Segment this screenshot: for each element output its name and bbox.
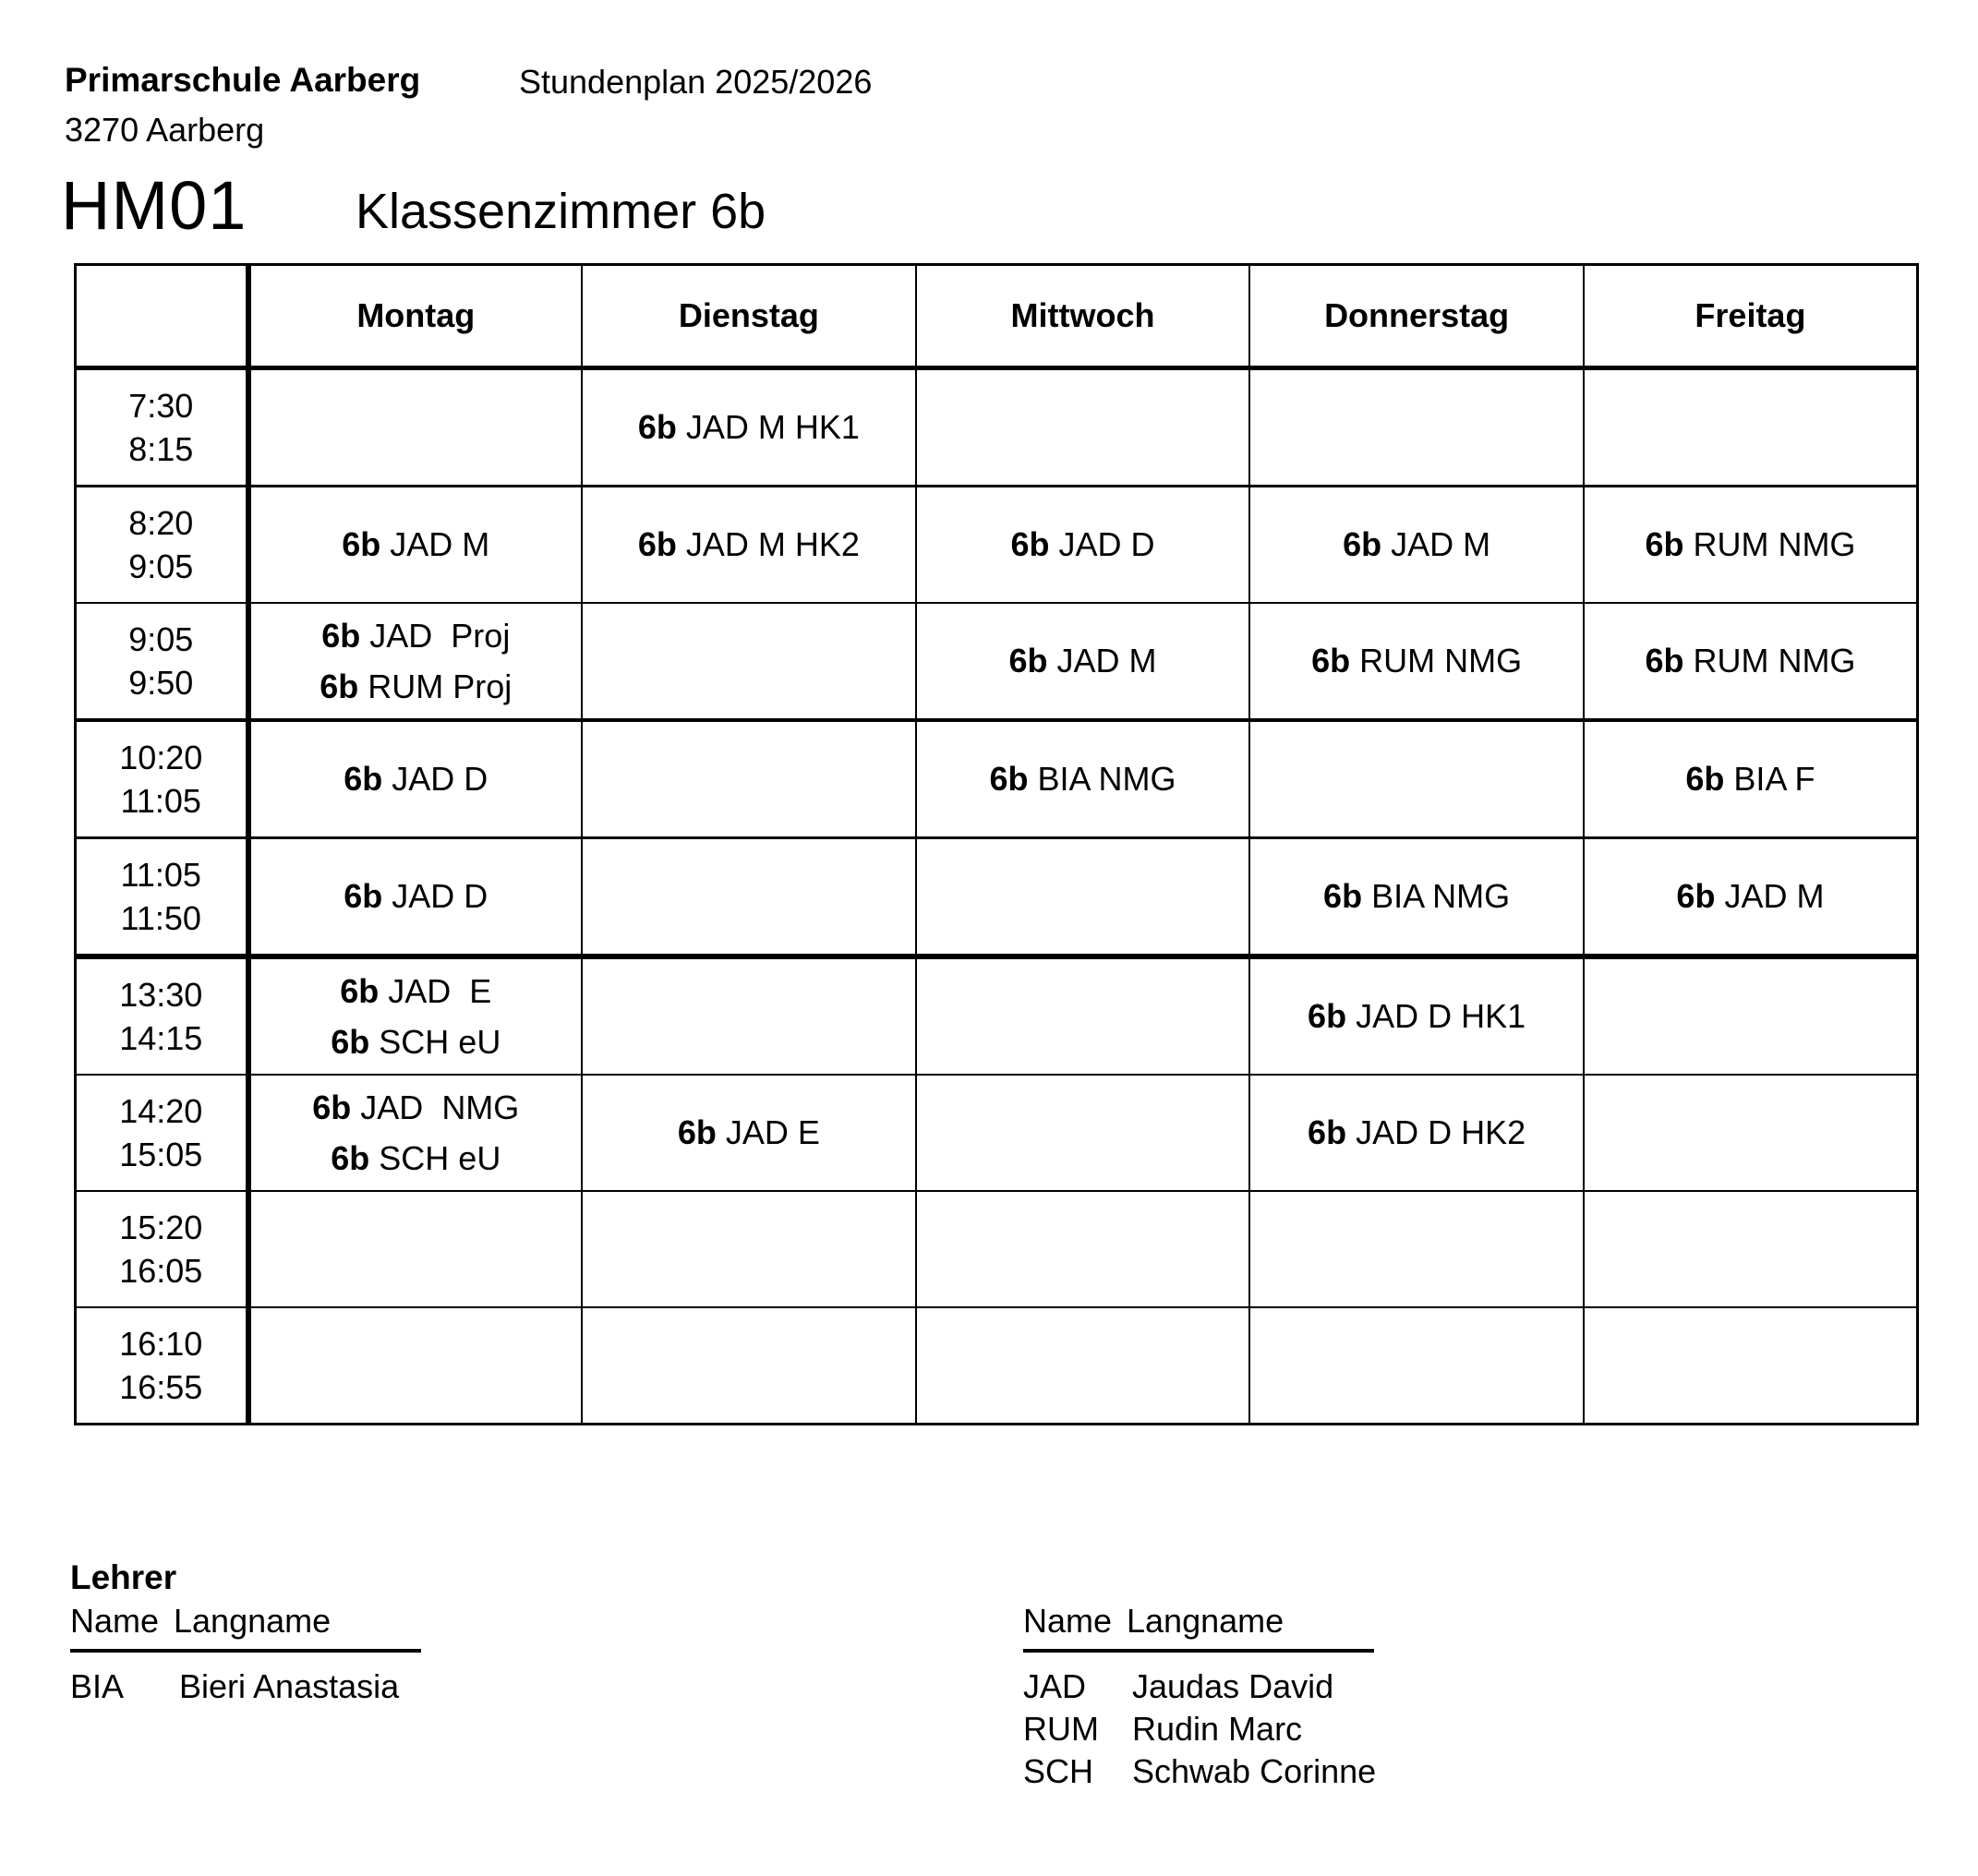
time-end: 16:55 xyxy=(119,1368,203,1406)
lesson-teacher-subject: RUM NMG xyxy=(1683,525,1856,563)
legend-header-langname: Langname xyxy=(1127,1602,1284,1640)
cell-content xyxy=(251,1076,582,1190)
time-start: 10:20 xyxy=(119,739,203,776)
teacher-row-bia xyxy=(70,1666,421,1708)
cell-dienstag-1330 xyxy=(582,956,916,1075)
cell-montag-1420 xyxy=(248,1075,583,1191)
time-slot-820 xyxy=(76,487,248,604)
cell-content xyxy=(583,370,915,485)
cell-donnerstag-1520 xyxy=(1249,1191,1584,1307)
lesson-teacher-subject: JAD D HK2 xyxy=(1346,1113,1526,1151)
cell-content xyxy=(583,1192,915,1306)
lesson-entry xyxy=(1311,643,1522,679)
lesson-entry xyxy=(312,1090,519,1125)
cell-content xyxy=(917,722,1249,836)
cell-mittwoch-1520 xyxy=(916,1191,1250,1307)
timetable-row-1420 xyxy=(76,1075,1918,1191)
cell-freitag-730 xyxy=(1584,368,1918,487)
lesson-entry xyxy=(638,527,860,562)
cell-content xyxy=(251,1308,582,1423)
time-end: 11:50 xyxy=(120,899,201,937)
school-city: 3270 Aarberg xyxy=(65,111,265,149)
cell-content xyxy=(1250,487,1583,602)
time-slot-1420 xyxy=(76,1075,248,1191)
cell-dienstag-730 xyxy=(582,368,916,487)
lesson-teacher-subject: SCH eU xyxy=(369,1022,501,1061)
time-end: 16:05 xyxy=(119,1252,203,1290)
time-end: 15:05 xyxy=(119,1136,203,1173)
cell-donnerstag-905 xyxy=(1249,603,1584,720)
legend-rows xyxy=(1023,1666,1376,1793)
cell-mittwoch-730 xyxy=(916,368,1250,487)
cell-content xyxy=(251,839,582,954)
lesson-class-label: 6b xyxy=(637,525,677,563)
cell-content xyxy=(1585,1192,1916,1306)
cell-content xyxy=(1250,370,1583,485)
lesson-entry xyxy=(331,1138,501,1177)
cell-content xyxy=(583,839,915,954)
cell-content xyxy=(583,959,915,1074)
time-slot-905 xyxy=(76,603,248,720)
lesson-entry xyxy=(331,1022,501,1061)
lesson-entry xyxy=(1685,762,1815,797)
lesson-class-label: 6b xyxy=(1645,642,1684,679)
timetable-table xyxy=(74,263,1919,1425)
cell-content xyxy=(1250,722,1583,836)
teacher-row-jad xyxy=(1023,1666,1376,1708)
lesson-entry xyxy=(340,971,492,1010)
cell-donnerstag-820 xyxy=(1249,487,1584,604)
legend-header xyxy=(1023,1602,1374,1653)
lesson-entry xyxy=(1343,527,1490,562)
cell-content xyxy=(251,487,582,602)
lesson-teacher-subject: JAD M HK2 xyxy=(676,525,860,563)
cell-content xyxy=(1585,722,1916,836)
time-slot-730 xyxy=(76,368,248,487)
lesson-teacher-subject: JAD E xyxy=(716,1113,820,1151)
cell-montag-1330 xyxy=(248,956,583,1075)
lesson-class-label: 6b xyxy=(637,408,677,446)
teacher-fullname: Schwab Corinne xyxy=(1132,1752,1377,1790)
cell-content xyxy=(251,1192,582,1306)
cell-content xyxy=(917,1308,1249,1423)
cell-content xyxy=(1250,604,1583,718)
cell-content xyxy=(583,1076,915,1190)
time-start: 14:20 xyxy=(119,1092,203,1130)
room-name: Klassenzimmer 6b xyxy=(356,184,766,239)
lesson-entry xyxy=(1676,879,1824,914)
day-header-dienstag: Dienstag xyxy=(582,265,916,368)
cell-donnerstag-1330 xyxy=(1249,956,1584,1075)
lesson-entry xyxy=(342,527,489,562)
teacher-code: RUM xyxy=(1023,1710,1099,1748)
cell-montag-1105 xyxy=(248,838,583,957)
lesson-teacher-subject: JAD M HK1 xyxy=(676,408,860,446)
cell-content xyxy=(917,370,1249,485)
cell-content xyxy=(1585,839,1916,954)
cell-freitag-1520 xyxy=(1584,1191,1918,1307)
cell-donnerstag-1020 xyxy=(1249,720,1584,838)
teacher-code: SCH xyxy=(1023,1752,1094,1790)
lesson-class-label: 6b xyxy=(1308,1113,1347,1151)
cell-freitag-1420 xyxy=(1584,1075,1918,1191)
cell-content xyxy=(1250,1308,1583,1423)
cell-content xyxy=(1585,487,1916,602)
lesson-class-label: 6b xyxy=(1685,760,1725,798)
lesson-class-label: 6b xyxy=(1008,642,1048,679)
cell-content xyxy=(583,722,915,836)
cell-freitag-1610 xyxy=(1584,1307,1918,1425)
cell-donnerstag-1420 xyxy=(1249,1075,1584,1191)
cell-dienstag-820 xyxy=(582,487,916,604)
teacher-code: JAD xyxy=(1023,1667,1087,1705)
teacher-fullname: Jaudas David xyxy=(1132,1667,1334,1705)
cell-freitag-1330 xyxy=(1584,956,1918,1075)
lesson-entry xyxy=(1308,999,1526,1034)
lesson-entry xyxy=(1645,643,1855,679)
timetable-row-1020 xyxy=(76,720,1918,838)
lesson-class-label: 6b xyxy=(320,667,359,705)
time-start: 11:05 xyxy=(120,856,201,894)
cell-montag-905 xyxy=(248,603,583,720)
lesson-class-label: 6b xyxy=(1311,642,1351,679)
plan-title: Stundenplan 2025/2026 xyxy=(519,63,873,101)
cell-content xyxy=(917,487,1249,602)
cell-content xyxy=(1250,1192,1583,1306)
time-start: 9:05 xyxy=(128,620,194,658)
day-header-freitag: Freitag xyxy=(1584,265,1918,368)
lesson-entry xyxy=(1008,643,1156,679)
teacher-fullname: Bieri Anastasia xyxy=(179,1667,400,1705)
timetable-row-1610 xyxy=(76,1307,1918,1425)
lesson-class-label: 6b xyxy=(1308,997,1347,1035)
time-start: 8:20 xyxy=(128,504,194,542)
timetable-row-905 xyxy=(76,603,1918,720)
teacher-row-rum xyxy=(1023,1708,1376,1750)
cell-content xyxy=(1585,370,1916,485)
teacher-row-sch xyxy=(1023,1750,1376,1793)
lesson-class-label: 6b xyxy=(1010,525,1050,563)
time-end: 8:15 xyxy=(128,430,194,468)
cell-content xyxy=(1585,1308,1916,1423)
timetable-row-730 xyxy=(76,368,1918,487)
lesson-teacher-subject: JAD E xyxy=(379,971,492,1010)
cell-content xyxy=(251,959,582,1074)
lesson-class-label: 6b xyxy=(344,877,383,915)
lesson-teacher-subject: BIA NMG xyxy=(1362,877,1511,915)
timetable-row-820 xyxy=(76,487,1918,604)
time-end: 9:05 xyxy=(128,547,194,585)
cell-content xyxy=(1250,839,1583,954)
cell-donnerstag-730 xyxy=(1249,368,1584,487)
legend-header xyxy=(70,1602,421,1653)
cell-donnerstag-1610 xyxy=(1249,1307,1584,1425)
timetable-container xyxy=(74,263,1919,1425)
room-code: HM01 xyxy=(61,167,247,244)
time-slot-1610 xyxy=(76,1307,248,1425)
cell-freitag-820 xyxy=(1584,487,1918,604)
cell-dienstag-1420 xyxy=(582,1075,916,1191)
time-start: 13:30 xyxy=(119,976,203,1014)
cell-dienstag-1520 xyxy=(582,1191,916,1307)
lesson-class-label: 6b xyxy=(344,760,383,798)
cell-mittwoch-820 xyxy=(916,487,1250,604)
cell-montag-730 xyxy=(248,368,583,487)
lesson-teacher-subject: BIA F xyxy=(1724,760,1815,798)
cell-dienstag-905 xyxy=(582,603,916,720)
legend-column-teachers-left xyxy=(70,1602,421,1708)
lesson-teacher-subject: RUM NMG xyxy=(1683,642,1856,679)
cell-content xyxy=(917,1192,1249,1306)
legend-header-name: Name xyxy=(1023,1602,1113,1640)
lesson-class-label: 6b xyxy=(321,616,361,655)
legend-column-teachers-right xyxy=(1023,1602,1376,1793)
lesson-teacher-subject: JAD Proj xyxy=(360,616,511,655)
lesson-entry xyxy=(1010,527,1154,562)
lesson-class-label: 6b xyxy=(331,1138,370,1177)
corner-cell xyxy=(76,265,248,368)
cell-content xyxy=(1585,959,1916,1074)
time-start: 7:30 xyxy=(128,387,194,425)
time-slot-1020 xyxy=(76,720,248,838)
lesson-teacher-subject: SCH eU xyxy=(369,1138,501,1177)
cell-montag-820 xyxy=(248,487,583,604)
lesson-entry xyxy=(344,879,488,914)
timetable-row-1105 xyxy=(76,838,1918,957)
legend-header-langname: Langname xyxy=(174,1602,332,1640)
lesson-entry xyxy=(678,1115,820,1150)
lesson-teacher-subject: JAD M xyxy=(1047,642,1157,679)
lesson-entry xyxy=(1645,527,1855,562)
teacher-fullname: Rudin Marc xyxy=(1132,1710,1303,1748)
lesson-teacher-subject: JAD M xyxy=(1381,525,1491,563)
lesson-class-label: 6b xyxy=(331,1022,370,1061)
cell-freitag-1020 xyxy=(1584,720,1918,838)
lesson-teacher-subject: JAD D xyxy=(382,877,488,915)
cell-freitag-1105 xyxy=(1584,838,1918,957)
cell-mittwoch-1610 xyxy=(916,1307,1250,1425)
lesson-class-label: 6b xyxy=(1676,877,1716,915)
lesson-entry xyxy=(1308,1115,1526,1150)
cell-content xyxy=(583,1308,915,1423)
cell-dienstag-1020 xyxy=(582,720,916,838)
day-header-donnerstag: Donnerstag xyxy=(1249,265,1584,368)
time-end: 9:50 xyxy=(128,664,194,702)
lesson-class-label: 6b xyxy=(1645,525,1684,563)
cell-mittwoch-1330 xyxy=(916,956,1250,1075)
lesson-teacher-subject: JAD D HK1 xyxy=(1346,997,1526,1035)
time-slot-1330 xyxy=(76,956,248,1075)
cell-montag-1520 xyxy=(248,1191,583,1307)
cell-mittwoch-1420 xyxy=(916,1075,1250,1191)
lesson-teacher-subject: RUM Proj xyxy=(358,667,513,705)
lesson-class-label: 6b xyxy=(989,760,1029,798)
time-slot-1520 xyxy=(76,1191,248,1307)
lesson-teacher-subject: JAD D xyxy=(382,760,488,798)
lesson-class-label: 6b xyxy=(342,525,381,563)
lesson-entry xyxy=(638,410,860,445)
cell-content xyxy=(251,604,582,718)
lesson-teacher-subject: JAD D xyxy=(1049,525,1155,563)
cell-montag-1610 xyxy=(248,1307,583,1425)
cell-content xyxy=(917,604,1249,718)
cell-content xyxy=(251,722,582,836)
timetable-row-1330 xyxy=(76,956,1918,1075)
cell-mittwoch-905 xyxy=(916,603,1250,720)
lesson-entry xyxy=(320,669,512,704)
cell-content xyxy=(917,839,1249,954)
timetable-row-1520 xyxy=(76,1191,1918,1307)
cell-dienstag-1105 xyxy=(582,838,916,957)
cell-content xyxy=(1585,1076,1916,1190)
lesson-entry xyxy=(321,616,511,655)
time-end: 14:15 xyxy=(119,1019,203,1057)
teacher-code: BIA xyxy=(70,1667,125,1705)
lesson-class-label: 6b xyxy=(340,971,380,1010)
lesson-teacher-subject: JAD M xyxy=(380,525,490,563)
cell-content xyxy=(917,959,1249,1074)
lesson-teacher-subject: JAD M xyxy=(1715,877,1825,915)
lesson-class-label: 6b xyxy=(312,1088,352,1126)
lesson-teacher-subject: JAD NMG xyxy=(351,1088,520,1126)
legend-header-name: Name xyxy=(70,1602,160,1640)
day-header-montag: Montag xyxy=(248,265,583,368)
time-slot-1105 xyxy=(76,838,248,957)
lesson-entry xyxy=(344,762,488,797)
cell-content xyxy=(1250,959,1583,1074)
cell-content xyxy=(917,1076,1249,1190)
school-name: Primarschule Aarberg xyxy=(65,61,421,99)
cell-montag-1020 xyxy=(248,720,583,838)
cell-dienstag-1610 xyxy=(582,1307,916,1425)
cell-content xyxy=(1585,604,1916,718)
day-header-mittwoch: Mittwoch xyxy=(916,265,1250,368)
lesson-entry xyxy=(989,762,1176,797)
lesson-class-label: 6b xyxy=(677,1113,717,1151)
cell-content xyxy=(583,487,915,602)
lesson-teacher-subject: RUM NMG xyxy=(1350,642,1523,679)
legend-rows xyxy=(70,1666,421,1708)
cell-content xyxy=(1250,1076,1583,1190)
cell-mittwoch-1020 xyxy=(916,720,1250,838)
cell-content xyxy=(583,604,915,718)
cell-freitag-905 xyxy=(1584,603,1918,720)
lesson-teacher-subject: BIA NMG xyxy=(1028,760,1176,798)
lesson-entry xyxy=(1323,879,1510,914)
time-start: 15:20 xyxy=(119,1209,203,1246)
cell-mittwoch-1105 xyxy=(916,838,1250,957)
lesson-class-label: 6b xyxy=(1323,877,1363,915)
cell-content xyxy=(251,370,582,485)
cell-donnerstag-1105 xyxy=(1249,838,1584,957)
time-end: 11:05 xyxy=(120,782,201,820)
lesson-class-label: 6b xyxy=(1343,525,1382,563)
legend-title: Lehrer xyxy=(70,1558,177,1596)
time-start: 16:10 xyxy=(119,1325,203,1363)
